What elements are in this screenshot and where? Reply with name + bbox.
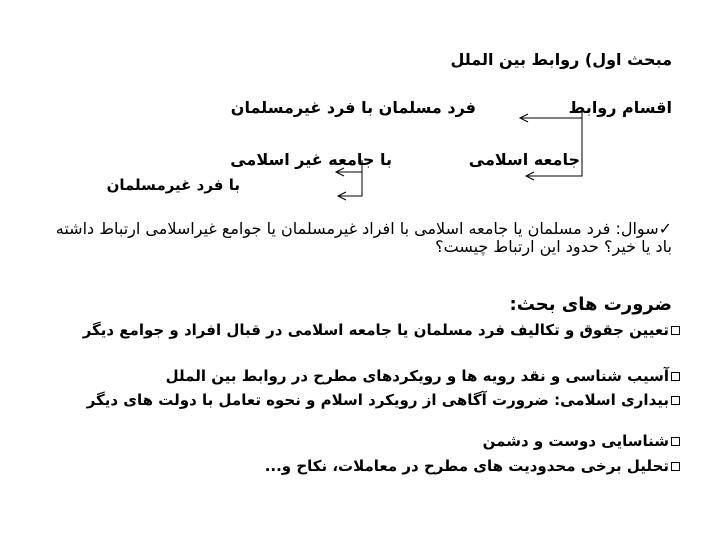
bullet-square-icon: [671, 396, 680, 405]
category-muslim-person: فرد مسلمان با فرد غیرمسلمان: [230, 98, 476, 117]
category-with-non-muslim-person: با فرد غیرمسلمان: [106, 176, 240, 194]
category-islamic-society: جامعه اسلامی: [468, 150, 580, 169]
necessity-item: آسیب شناسی و نقد رویه ها و رویکردهای مطرح در روابط بین الملل: [40, 368, 680, 384]
arrow-to-non-muslim-person: [338, 172, 362, 196]
checkmark-icon: ✓: [658, 219, 672, 238]
bullet-square-icon: [671, 462, 680, 471]
relations-categories-label: اقسام روابط: [568, 98, 672, 117]
arrow-to-islamic-society: [526, 118, 582, 176]
arrow-to-muslim-person: [520, 108, 582, 118]
bullet-square-icon: [671, 437, 680, 446]
bullet-square-icon: [671, 372, 680, 381]
necessity-title: ضرورت های بحث:: [509, 294, 672, 315]
question-text: ✓سوال: فرد مسلمان یا جامعه اسلامی با افراد غیرمسلمان یا جوامع غیراسلامی ارتباط داشته باد یا خیر؟ حدود این ارتباط چیست؟: [55, 219, 672, 256]
bullet-square-icon: [671, 326, 680, 335]
necessity-item: بیداری اسلامی: ضرورت آگاهی از رویکرد اسلام و نحوه تعامل با دولت های دیگر: [40, 392, 680, 408]
necessity-item: تحلیل برخی محدودیت های مطرح در معاملات، نکاح و...: [40, 458, 680, 474]
necessity-item: شناسایی دوست و دشمن: [40, 433, 680, 449]
necessity-item: تعیین جقوق و تکالیف فرد مسلمان یا جامعه اسلامی در قبال افراد و جوامع دیگر: [40, 322, 680, 338]
category-with-non-islamic-society: با جامعه غیر اسلامی: [230, 150, 392, 169]
section-title: مبحث اول) روابط بين الملل: [450, 50, 672, 69]
